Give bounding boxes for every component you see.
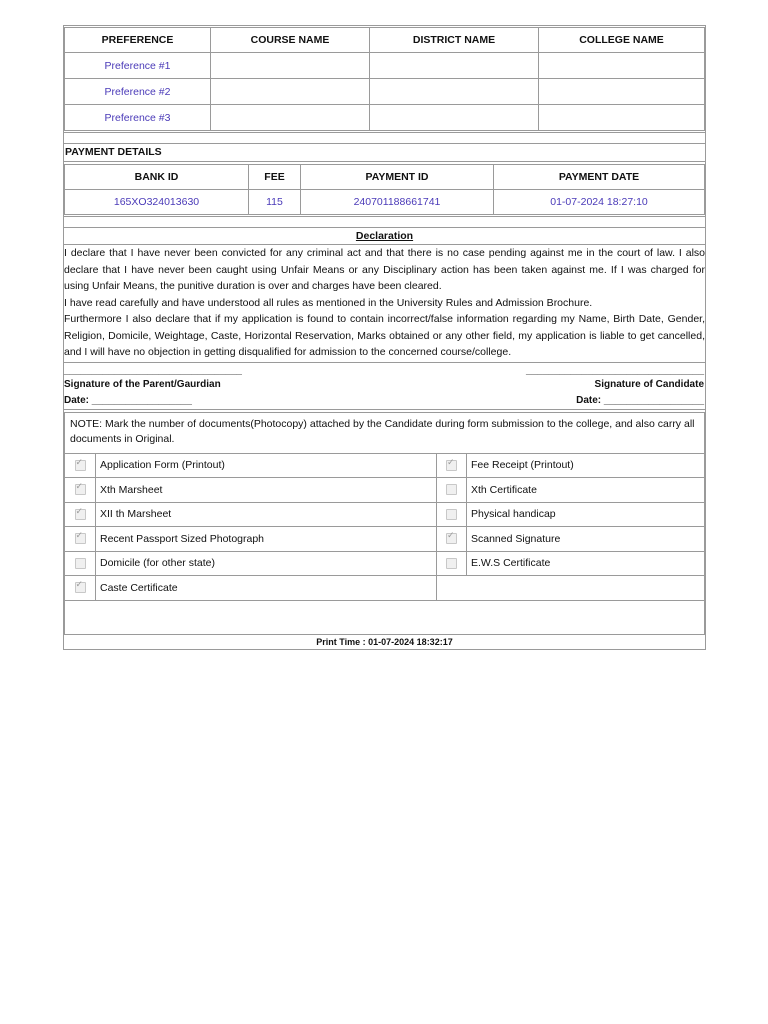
preference-table <box>64 27 705 131</box>
document-checkbox-cell <box>437 527 467 552</box>
blank-area <box>64 601 705 634</box>
district-cell <box>370 79 539 105</box>
declaration-title: Declaration <box>64 227 705 245</box>
preference-row <box>65 105 705 131</box>
checkbox[interactable] <box>75 533 86 544</box>
checkbox[interactable] <box>446 484 457 495</box>
checkbox[interactable] <box>75 558 86 569</box>
documents-section <box>64 410 705 634</box>
documents-note: NOTE: Mark the number of documents(Photocopy) attached by the Candidate during form submission to the college, and also carry all documents in Original. <box>64 412 705 453</box>
declaration-paragraph: I declare that I have never been convicted for any criminal act and that there is no case pending against me in the court of law. I also declare that I have never been caught using Unfair Means or any Disciplinary action has been taken against me. If I was charged for using Unfair Means, the punitive duration is over and charges have been cleared. <box>64 247 705 292</box>
document-row <box>65 551 705 576</box>
payment-details-title: PAYMENT DETAILS <box>64 143 705 162</box>
document-row <box>65 478 705 503</box>
document-row <box>65 453 705 478</box>
declaration-text <box>64 245 705 363</box>
header-district-name: DISTRICT NAME <box>370 28 539 53</box>
empty-cell <box>437 576 705 601</box>
candidate-signature-line: ________________________________ <box>526 364 704 376</box>
payment-id-value: 240701188661741 <box>301 190 494 215</box>
document-checkbox-cell <box>65 478 96 503</box>
header-course-name: COURSE NAME <box>211 28 370 53</box>
document-row <box>65 502 705 527</box>
payment-row <box>65 190 705 215</box>
documents-table <box>64 453 705 601</box>
section-gap <box>64 216 705 227</box>
preference-label: Preference #3 <box>65 105 211 131</box>
district-cell <box>370 53 539 79</box>
checkbox[interactable] <box>75 460 86 471</box>
document-label: Xth Certificate <box>467 478 705 503</box>
print-time: Print Time : 01-07-2024 18:32:17 <box>64 634 705 649</box>
declaration-paragraph: Furthermore I also declare that if my application is found to contain incorrect/false information regarding my Name, Birth Date, Gender, Religion, Domicile, Weightage, Caste, Horizontal Reservation, Marks obtained or any other field, my application is liable to get cancelled, and I will have no objection in getting disqualified for admission to the concerned course/college. <box>64 313 705 358</box>
section-gap <box>64 132 705 143</box>
checkbox[interactable] <box>75 582 86 593</box>
document-label: Domicile (for other state) <box>96 551 437 576</box>
parent-signature-line: ________________________________ <box>64 364 242 376</box>
bank-id-value: 165XO324013630 <box>65 190 249 215</box>
document-row <box>65 527 705 552</box>
signature-section <box>64 363 705 410</box>
application-form <box>63 25 706 650</box>
course-cell <box>211 53 370 79</box>
document-label: Recent Passport Sized Photograph <box>96 527 437 552</box>
college-cell <box>539 105 705 131</box>
payment-table <box>64 164 705 215</box>
document-label: Caste Certificate <box>96 576 437 601</box>
college-cell <box>539 79 705 105</box>
candidate-date-label: Date: __________________ <box>576 394 704 406</box>
preference-label: Preference #1 <box>65 53 211 79</box>
checkbox[interactable] <box>446 533 457 544</box>
document-label: Fee Receipt (Printout) <box>467 453 705 478</box>
header-preference: PREFERENCE <box>65 28 211 53</box>
checkbox[interactable] <box>75 484 86 495</box>
fee-value: 115 <box>249 190 301 215</box>
document-checkbox-cell <box>65 453 96 478</box>
payment-header-row <box>65 165 705 190</box>
document-row <box>65 576 705 601</box>
document-checkbox-cell <box>437 502 467 527</box>
payment-date-value: 01-07-2024 18:27:10 <box>494 190 705 215</box>
course-cell <box>211 79 370 105</box>
document-checkbox-cell <box>65 551 96 576</box>
checkbox[interactable] <box>446 460 457 471</box>
document-checkbox-cell <box>65 576 96 601</box>
preference-label: Preference #2 <box>65 79 211 105</box>
document-checkbox-cell <box>65 502 96 527</box>
document-label: Scanned Signature <box>467 527 705 552</box>
header-bank-id: BANK ID <box>65 165 249 190</box>
document-checkbox-cell <box>437 551 467 576</box>
parent-signature-label: Signature of the Parent/Gaurdian <box>64 378 221 390</box>
document-label: Xth Marsheet <box>96 478 437 503</box>
header-college-name: COLLEGE NAME <box>539 28 705 53</box>
document-checkbox-cell <box>437 453 467 478</box>
document-label: XII th Marsheet <box>96 502 437 527</box>
document-checkbox-cell <box>65 527 96 552</box>
document-label: Application Form (Printout) <box>96 453 437 478</box>
district-cell <box>370 105 539 131</box>
parent-date-label: Date: __________________ <box>64 394 192 406</box>
checkbox[interactable] <box>446 509 457 520</box>
preference-header-row <box>65 28 705 53</box>
candidate-signature-label: Signature of Candidate <box>594 378 704 390</box>
preference-row <box>65 79 705 105</box>
checkbox[interactable] <box>446 558 457 569</box>
checkbox[interactable] <box>75 509 86 520</box>
college-cell <box>539 53 705 79</box>
document-label: E.W.S Certificate <box>467 551 705 576</box>
header-payment-id: PAYMENT ID <box>301 165 494 190</box>
document-checkbox-cell <box>437 478 467 503</box>
preference-row <box>65 53 705 79</box>
course-cell <box>211 105 370 131</box>
header-payment-date: PAYMENT DATE <box>494 165 705 190</box>
declaration-paragraph: I have read carefully and have understood all rules as mentioned in the University Rules and Admission Brochure. <box>64 296 593 309</box>
header-fee: FEE <box>249 165 301 190</box>
document-label: Physical handicap <box>467 502 705 527</box>
